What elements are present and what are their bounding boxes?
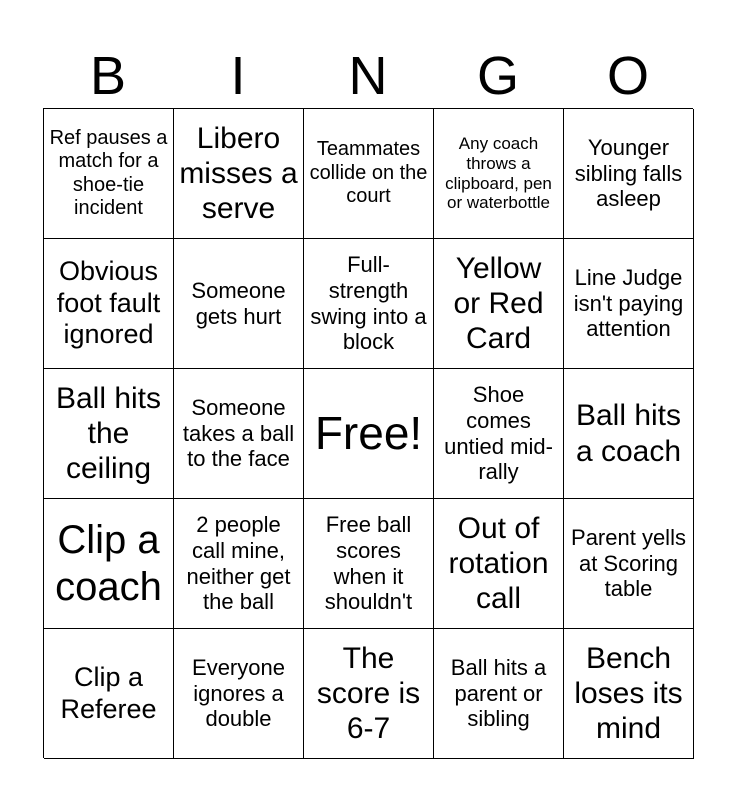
bingo-header <box>43 44 693 108</box>
cell-text: Out of rotation call <box>448 511 549 616</box>
cell-text: The score is 6-7 <box>316 641 421 746</box>
cell-text: Younger sibling falls asleep <box>574 134 683 212</box>
cell-text: Teammates collide on the court <box>309 138 428 208</box>
header-letter-n: N <box>348 46 388 106</box>
cell-text: Bench loses its mind <box>574 641 683 746</box>
cell-text: Ball hits a coach <box>575 399 682 468</box>
bingo-board <box>43 108 693 758</box>
bingo-cell[interactable] <box>174 499 304 629</box>
header-letter-o: O <box>606 46 649 106</box>
cell-text: Someone gets hurt <box>191 277 286 329</box>
bingo-cell[interactable] <box>174 109 304 239</box>
cell-text: Clip a Referee <box>60 661 157 724</box>
bingo-cell[interactable] <box>434 499 564 629</box>
bingo-cell[interactable] <box>434 239 564 369</box>
cell-text: Any coach throws a clipboard, pen or waterbottle <box>445 133 552 213</box>
bingo-cell[interactable] <box>44 369 174 499</box>
cell-text: Free ball scores when it shouldn't <box>324 512 413 615</box>
bingo-cell[interactable] <box>174 629 304 759</box>
bingo-cell[interactable] <box>44 239 174 369</box>
bingo-cell[interactable] <box>434 369 564 499</box>
bingo-cell[interactable] <box>174 239 304 369</box>
cell-text: Ball hits the ceiling <box>55 381 162 486</box>
bingo-cell[interactable] <box>564 109 694 239</box>
free-space-cell[interactable] <box>304 369 434 499</box>
bingo-cell[interactable] <box>304 499 434 629</box>
bingo-cell[interactable] <box>44 499 174 629</box>
cell-text: Shoe comes untied mid-rally <box>444 382 553 485</box>
bingo-cell[interactable] <box>564 239 694 369</box>
cell-text: Clip a coach <box>55 517 162 609</box>
bingo-cell[interactable] <box>564 369 694 499</box>
cell-text: Line Judge isn't paying attention <box>573 264 684 342</box>
bingo-cell[interactable] <box>44 109 174 239</box>
cell-text: Yellow or Red Card <box>453 251 544 356</box>
cell-text: Obvious foot fault ignored <box>56 256 161 350</box>
cell-text: Parent yells at Scoring table <box>571 524 686 602</box>
bingo-cell[interactable] <box>44 629 174 759</box>
bingo-cell[interactable] <box>174 369 304 499</box>
bingo-cell[interactable] <box>434 109 564 239</box>
cell-text: 2 people call mine, neither get the ball <box>186 512 291 615</box>
bingo-cell[interactable] <box>304 629 434 759</box>
free-space-text: Free! <box>314 406 423 459</box>
header-letter-b: B <box>89 46 127 106</box>
bingo-cell[interactable] <box>564 499 694 629</box>
cell-text: Someone takes a ball to the face <box>182 394 295 472</box>
bingo-cell[interactable] <box>564 629 694 759</box>
header-letter-i: I <box>230 46 246 106</box>
cell-text: Libero misses a serve <box>179 121 298 226</box>
header-letter-g: G <box>476 46 519 106</box>
cell-text: Ref pauses a match for a shoe-tie incident <box>49 126 168 219</box>
bingo-cell[interactable] <box>304 239 434 369</box>
cell-text: Everyone ignores a double <box>192 654 285 732</box>
bingo-cell[interactable] <box>434 629 564 759</box>
cell-text: Full-strength swing into a block <box>310 252 427 355</box>
cell-text: Ball hits a parent or sibling <box>450 654 547 732</box>
bingo-cell[interactable] <box>304 109 434 239</box>
